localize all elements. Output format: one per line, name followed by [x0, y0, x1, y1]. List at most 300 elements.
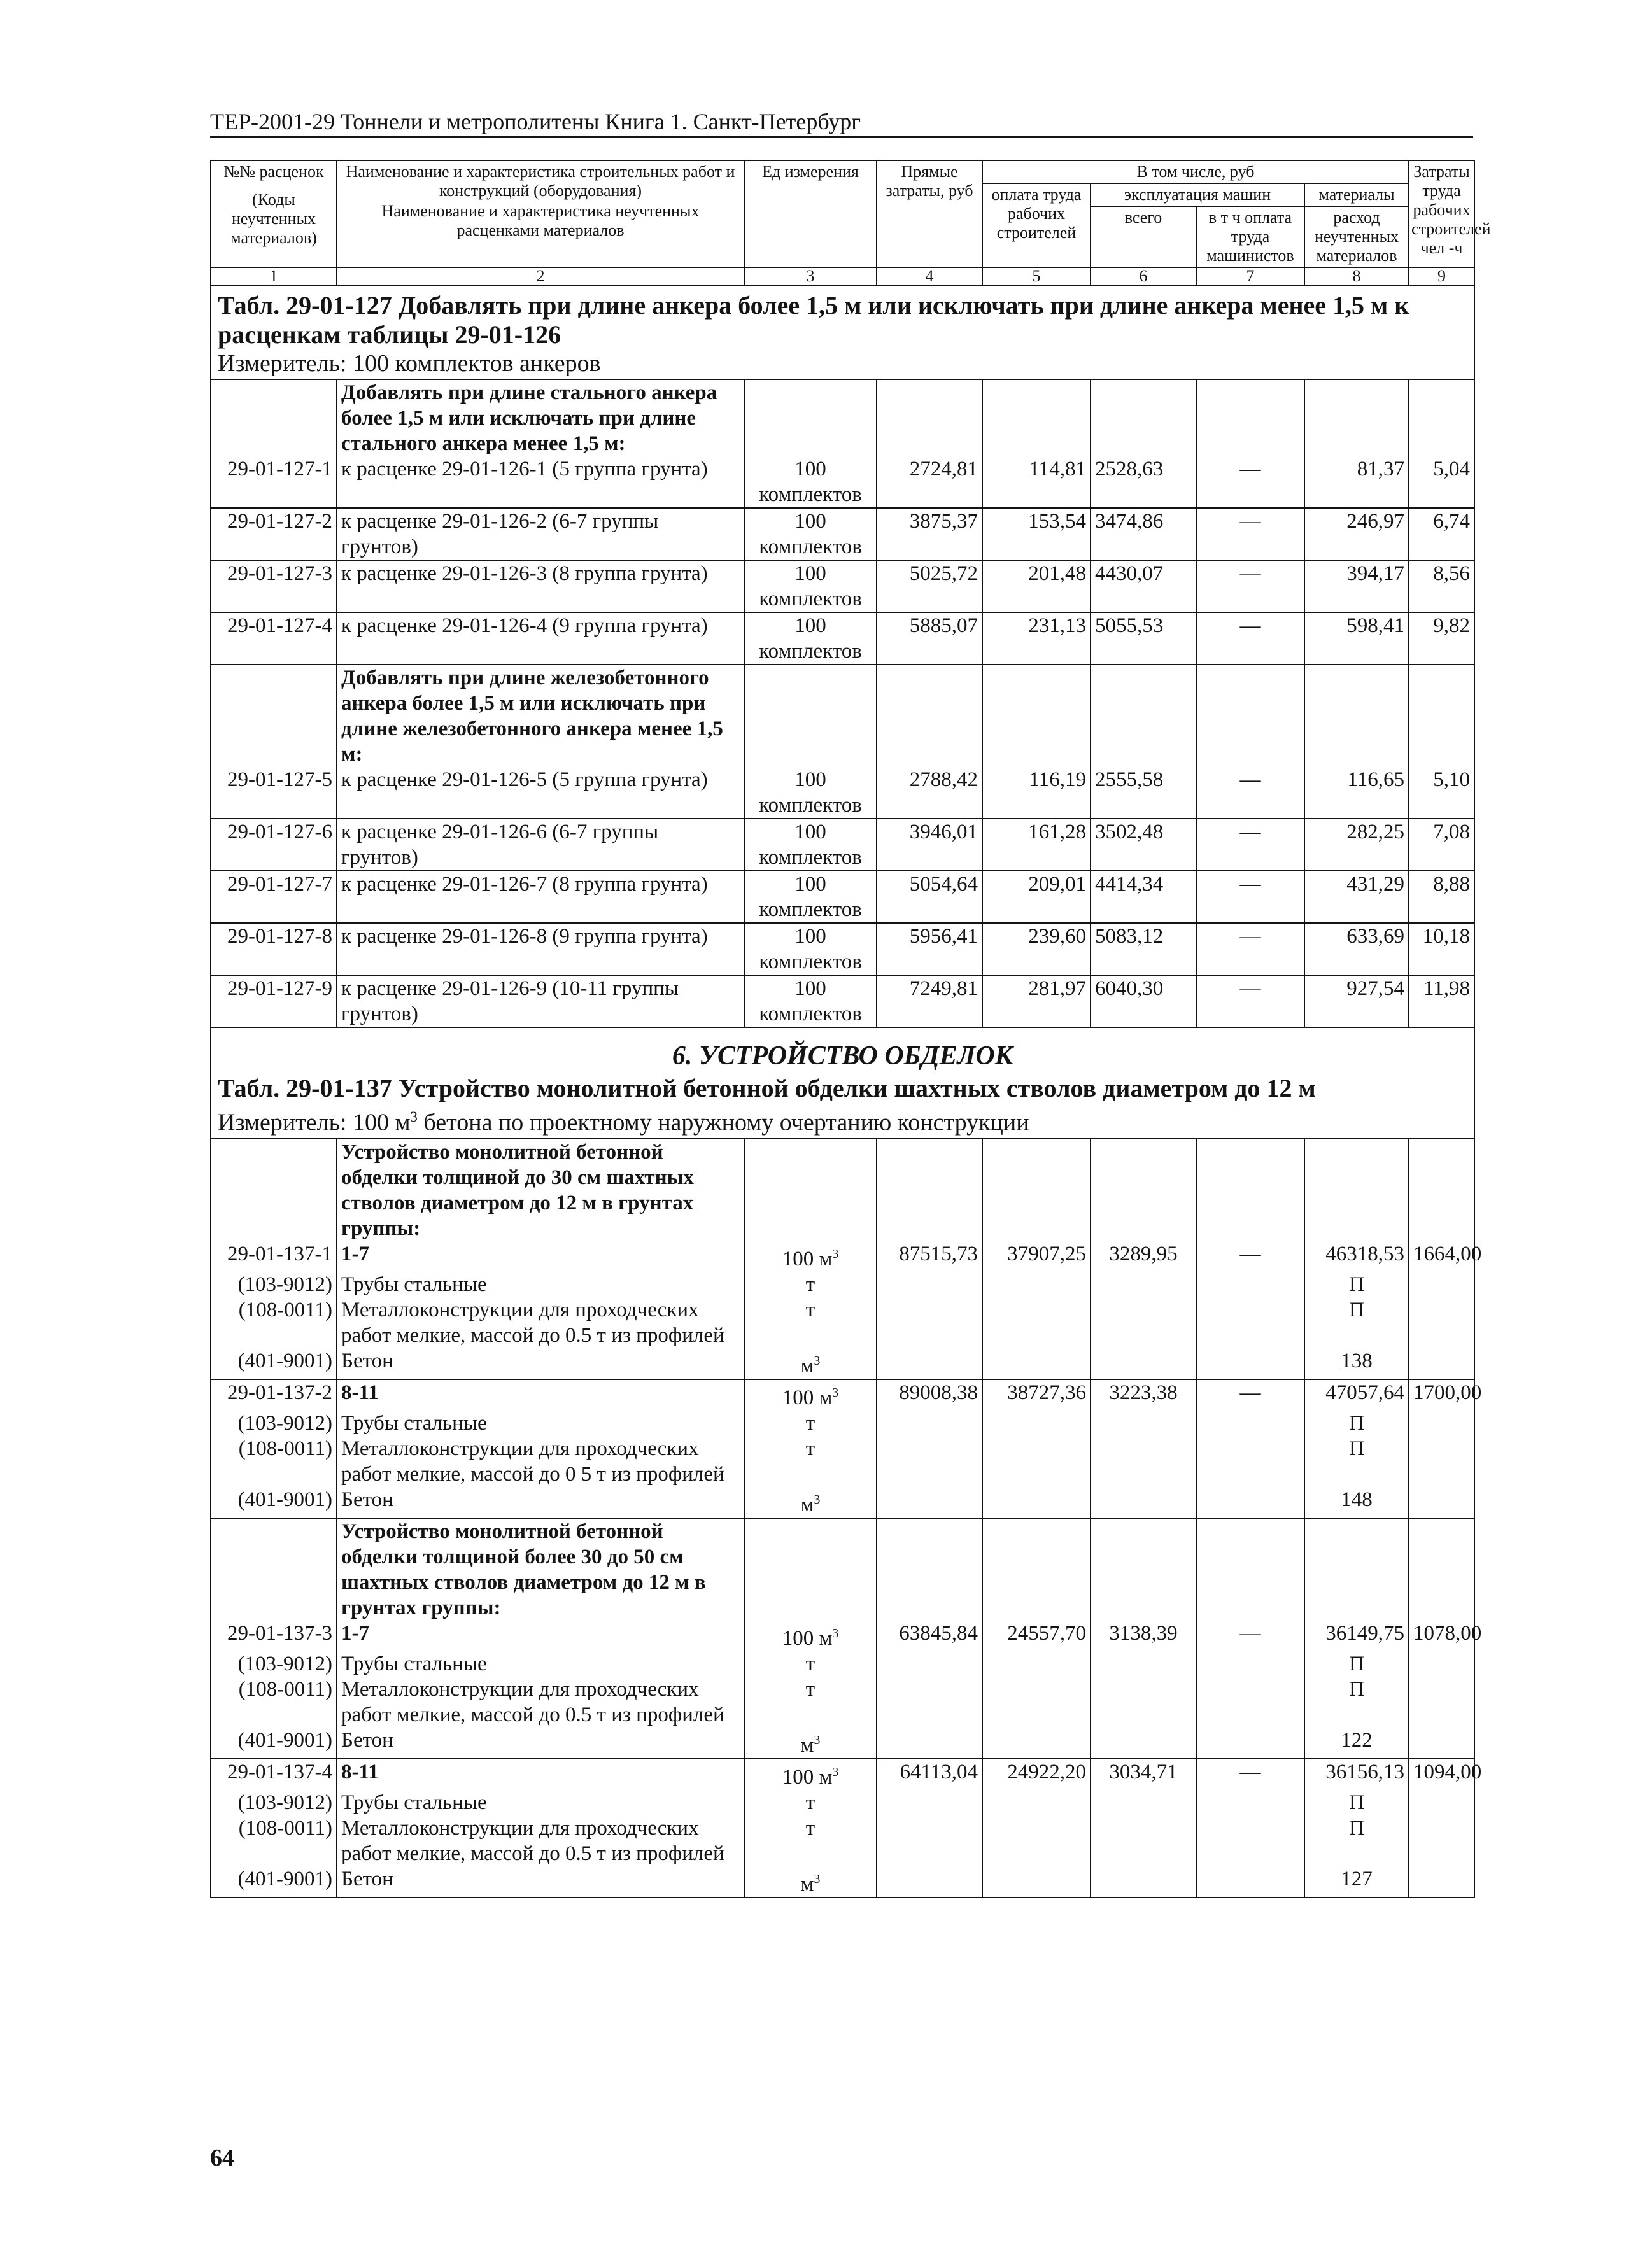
mach-labor-cell: —: [1196, 975, 1304, 1027]
unit-cell: 100 комплектов: [744, 560, 877, 612]
column-numbers: [211, 267, 1474, 285]
material-code-cell: (108-0011): [211, 1677, 337, 1728]
mach-cell: [1091, 1728, 1196, 1759]
mat-cell: П: [1304, 1297, 1409, 1348]
mat-cell: 148: [1304, 1487, 1409, 1518]
code-cell: 29-01-137-1: [211, 1241, 337, 1272]
direct-cell: [877, 1297, 982, 1348]
unit-cell: т: [744, 1411, 877, 1436]
code-cell: [211, 379, 337, 456]
unit-cell: т: [744, 1297, 877, 1348]
col-number: 3: [744, 267, 877, 285]
table-meter: Измеритель: 100 $м^3$ бетона по проектному наружному очертанию конструкции: [218, 1109, 1029, 1136]
mach-cell: 5083,12: [1091, 923, 1196, 975]
table-row: [211, 612, 1474, 665]
mat-cell: 36149,75: [1304, 1621, 1409, 1651]
table-row: [211, 871, 1474, 923]
unit-cell: [744, 1518, 877, 1621]
direct-cell: 89008,38: [877, 1379, 982, 1411]
material-row: [211, 1411, 1474, 1436]
direct-cell: 63845,84: [877, 1621, 982, 1651]
mach-cell: 3289,95: [1091, 1241, 1196, 1272]
hours-cell: [1409, 1728, 1474, 1759]
mach-labor-cell: —: [1196, 508, 1304, 560]
code-cell: 29-01-127-9: [211, 975, 337, 1027]
unit-cell: 100 $м^3$: [744, 1759, 877, 1790]
unit-cell: 100 комплектов: [744, 975, 877, 1027]
material-name-cell: Трубы стальные: [337, 1411, 744, 1436]
labor-cell: [982, 379, 1091, 456]
hours-cell: 1094,00: [1409, 1759, 1474, 1790]
table-row: [211, 923, 1474, 975]
labor-cell: 231,13: [982, 612, 1091, 665]
hours-cell: [1409, 1139, 1474, 1241]
name-cell: 8-11: [337, 1379, 744, 1411]
name-cell: к расценке 29-01-126-5 (5 группа грунта): [337, 767, 744, 819]
material-name-cell: Металлоконструкции для проходческих работ мелкие, массой до 0.5 т из профилей: [337, 1815, 744, 1866]
labor-cell: [982, 1677, 1091, 1728]
group-heading-row: [211, 1518, 1474, 1621]
table-row: [211, 975, 1474, 1027]
hours-cell: 9,82: [1409, 612, 1474, 665]
table-row: [211, 560, 1474, 612]
labor-cell: [982, 1411, 1091, 1436]
name-cell: к расценке 29-01-126-9 (10-11 группы грунтов): [337, 975, 744, 1027]
direct-cell: 5956,41: [877, 923, 982, 975]
material-name-cell: Бетон: [337, 1728, 744, 1759]
mach-cell: 3034,71: [1091, 1759, 1196, 1790]
material-code-cell: (108-0011): [211, 1436, 337, 1487]
name-cell: к расценке 29-01-126-3 (8 группа грунта): [337, 560, 744, 612]
code-cell: 29-01-137-3: [211, 1621, 337, 1651]
labor-cell: 116,19: [982, 767, 1091, 819]
mach-labor-cell: —: [1196, 1241, 1304, 1272]
table-row: [211, 1379, 1474, 1411]
mach-labor-cell: [1196, 1411, 1304, 1436]
mach-cell: 3223,38: [1091, 1379, 1196, 1411]
col-number: 7: [1196, 267, 1304, 285]
mach-labor-cell: —: [1196, 560, 1304, 612]
material-code-cell: (103-9012): [211, 1790, 337, 1815]
mach-cell: [1091, 379, 1196, 456]
mach-cell: 4414,34: [1091, 871, 1196, 923]
col-number: 5: [982, 267, 1091, 285]
unit-cell: 100 комплектов: [744, 508, 877, 560]
mach-cell: [1091, 1297, 1196, 1348]
direct-cell: 5885,07: [877, 612, 982, 665]
direct-cell: [877, 1677, 982, 1728]
mat-cell: 122: [1304, 1728, 1409, 1759]
group-heading: Добавлять при длине стального анкера более 1,5 м или исключать при длине стального анкера менее 1,5 м:: [337, 379, 744, 456]
mach-cell: 6040,30: [1091, 975, 1196, 1027]
col-number: 2: [337, 267, 744, 285]
mach-labor-cell: [1196, 665, 1304, 767]
col-code-header: №№ расценок (Коды неучтенных материалов): [211, 160, 337, 267]
mach-cell: [1091, 1677, 1196, 1728]
mach-labor-cell: —: [1196, 1759, 1304, 1790]
code-cell: 29-01-137-4: [211, 1759, 337, 1790]
material-name-cell: Бетон: [337, 1348, 744, 1379]
mat-cell: [1304, 1518, 1409, 1621]
unit-cell: 100 комплектов: [744, 612, 877, 665]
hours-cell: [1409, 1487, 1474, 1518]
col-number: 9: [1409, 267, 1474, 285]
labor-cell: [982, 1436, 1091, 1487]
mat-cell: 47057,64: [1304, 1379, 1409, 1411]
material-row: [211, 1348, 1474, 1379]
hours-cell: [1409, 1297, 1474, 1348]
unit-cell: $м^3$: [744, 1348, 877, 1379]
unit-cell: т: [744, 1790, 877, 1815]
hours-cell: 6,74: [1409, 508, 1474, 560]
hours-cell: [1409, 1866, 1474, 1898]
unit-cell: т: [744, 1815, 877, 1866]
material-code-cell: (108-0011): [211, 1815, 337, 1866]
mat-cell: 633,69: [1304, 923, 1409, 975]
unit-cell: $м^3$: [744, 1866, 877, 1898]
labor-cell: [982, 1487, 1091, 1518]
material-name-cell: Металлоконструкции для проходческих работ мелкие, массой до 0 5 т из профилей: [337, 1436, 744, 1487]
group-heading-row: [211, 379, 1474, 456]
mat-cell: 598,41: [1304, 612, 1409, 665]
mat-cell: П: [1304, 1815, 1409, 1866]
unit-cell: 100 $м^3$: [744, 1621, 877, 1651]
mat-cell: 394,17: [1304, 560, 1409, 612]
hours-cell: [1409, 379, 1474, 456]
table-title: Табл. 29-01-137 Устройство монолитной бетонной обделки шахтных стволов диаметром до 12 м: [218, 1074, 1316, 1102]
direct-cell: [877, 1790, 982, 1815]
group-heading: Устройство монолитной бетонной обделки толщиной более 30 до 50 см шахтных стволов диаметром до 12 м в грунтах группы:: [337, 1518, 744, 1621]
direct-cell: 5025,72: [877, 560, 982, 612]
mach-labor-cell: [1196, 1651, 1304, 1677]
mach-labor-cell: —: [1196, 456, 1304, 508]
name-cell: 1-7: [337, 1621, 744, 1651]
hours-cell: 5,10: [1409, 767, 1474, 819]
mat-cell: П: [1304, 1411, 1409, 1436]
labor-cell: 24922,20: [982, 1759, 1091, 1790]
name-cell: к расценке 29-01-126-4 (9 группа грунта): [337, 612, 744, 665]
mach-cell: [1091, 665, 1196, 767]
hours-cell: 10,18: [1409, 923, 1474, 975]
unit-cell: [744, 665, 877, 767]
unit-cell: т: [744, 1677, 877, 1728]
col-mach-header: всего: [1091, 206, 1196, 267]
mach-labor-cell: [1196, 1518, 1304, 1621]
material-row: [211, 1790, 1474, 1815]
mat-cell: 81,37: [1304, 456, 1409, 508]
direct-cell: [877, 1815, 982, 1866]
mat-cell: 138: [1304, 1348, 1409, 1379]
mat-cell: П: [1304, 1272, 1409, 1297]
material-name-cell: Металлоконструкции для проходческих работ мелкие, массой до 0.5 т из профилей: [337, 1677, 744, 1728]
mach-labor-cell: [1196, 1677, 1304, 1728]
col-number: 1: [211, 267, 337, 285]
direct-cell: [877, 1518, 982, 1621]
mat-cell: 127: [1304, 1866, 1409, 1898]
labor-cell: [982, 1139, 1091, 1241]
direct-cell: 3875,37: [877, 508, 982, 560]
mach-cell: [1091, 1651, 1196, 1677]
material-code-cell: (401-9001): [211, 1866, 337, 1898]
labor-cell: [982, 1297, 1091, 1348]
material-code-cell: (401-9001): [211, 1728, 337, 1759]
labor-cell: 24557,70: [982, 1621, 1091, 1651]
material-code-cell: (103-9012): [211, 1272, 337, 1297]
mat-cell: П: [1304, 1790, 1409, 1815]
direct-cell: 64113,04: [877, 1759, 982, 1790]
table-row: [211, 1759, 1474, 1790]
unit-cell: [744, 1139, 877, 1241]
mach-cell: 3138,39: [1091, 1621, 1196, 1651]
unit-cell: т: [744, 1272, 877, 1297]
mach-cell: [1091, 1518, 1196, 1621]
mach-cell: 2555,58: [1091, 767, 1196, 819]
unit-cell: т: [744, 1436, 877, 1487]
hours-cell: 5,04: [1409, 456, 1474, 508]
labor-cell: 281,97: [982, 975, 1091, 1027]
mach-cell: 4430,07: [1091, 560, 1196, 612]
unit-cell: 100 комплектов: [744, 456, 877, 508]
material-row: [211, 1487, 1474, 1518]
material-row: [211, 1866, 1474, 1898]
code-cell: [211, 665, 337, 767]
direct-cell: [877, 1348, 982, 1379]
hours-cell: 11,98: [1409, 975, 1474, 1027]
mach-cell: [1091, 1866, 1196, 1898]
mach-labor-cell: [1196, 379, 1304, 456]
material-row: [211, 1436, 1474, 1487]
direct-cell: [877, 665, 982, 767]
labor-cell: [982, 1790, 1091, 1815]
direct-cell: 87515,73: [877, 1241, 982, 1272]
labor-cell: 239,60: [982, 923, 1091, 975]
direct-cell: [877, 1411, 982, 1436]
mach-labor-cell: —: [1196, 871, 1304, 923]
mat-cell: П: [1304, 1436, 1409, 1487]
table-title: Табл. 29-01-127 Добавлять при длине анкера более 1,5 м или исключать при длине анкера менее 1,5 м к расценкам таблицы 29-01-126: [218, 291, 1409, 349]
col-hours-header: Затраты труда рабочих строителей чел -ч: [1409, 160, 1474, 267]
name-cell: к расценке 29-01-126-2 (6-7 группы грунтов): [337, 508, 744, 560]
material-name-cell: Трубы стальные: [337, 1651, 744, 1677]
unit-cell: 100 комплектов: [744, 871, 877, 923]
group-heading-row: [211, 665, 1474, 767]
hours-cell: [1409, 1790, 1474, 1815]
mach-labor-cell: —: [1196, 1621, 1304, 1651]
running-header: ТЕР-2001-29 Тоннели и метрополитены Книга 1. Санкт-Петербург: [210, 107, 1473, 138]
group-heading: Добавлять при длине железобетонного анкера более 1,5 м или исключать при длине железобетонного анкера менее 1,5 м:: [337, 665, 744, 767]
mach-cell: [1091, 1348, 1196, 1379]
material-row: [211, 1815, 1474, 1866]
hours-cell: [1409, 1436, 1474, 1487]
col-labor-header: оплата труда рабочих строителей: [982, 183, 1091, 267]
direct-cell: [877, 1866, 982, 1898]
col-number: 6: [1091, 267, 1196, 285]
mach-cell: 3502,48: [1091, 819, 1196, 871]
unit-cell: [744, 379, 877, 456]
material-row: [211, 1651, 1474, 1677]
section-title: 6. УСТРОЙСТВО ОБДЕЛОК: [672, 1041, 1013, 1071]
material-code-cell: (108-0011): [211, 1297, 337, 1348]
table-row: [211, 1241, 1474, 1272]
mat-cell: 46318,53: [1304, 1241, 1409, 1272]
hours-cell: [1409, 1815, 1474, 1866]
material-code-cell: (103-9012): [211, 1411, 337, 1436]
labor-cell: 209,01: [982, 871, 1091, 923]
mach-cell: [1091, 1487, 1196, 1518]
code-cell: 29-01-137-2: [211, 1379, 337, 1411]
labor-cell: [982, 1651, 1091, 1677]
col-unit-header: Ед измерения: [744, 160, 877, 267]
name-cell: 1-7: [337, 1241, 744, 1272]
hours-cell: 1078,00: [1409, 1621, 1474, 1651]
mach-labor-cell: [1196, 1790, 1304, 1815]
mach-labor-cell: —: [1196, 923, 1304, 975]
mach-cell: 5055,53: [1091, 612, 1196, 665]
mach-labor-cell: [1196, 1139, 1304, 1241]
material-name-cell: Трубы стальные: [337, 1272, 744, 1297]
labor-cell: 37907,25: [982, 1241, 1091, 1272]
code-cell: 29-01-127-1: [211, 456, 337, 508]
material-row: [211, 1297, 1474, 1348]
mach-labor-cell: —: [1196, 1379, 1304, 1411]
mat-cell: 246,97: [1304, 508, 1409, 560]
mach-labor-cell: [1196, 1487, 1304, 1518]
labor-cell: 201,48: [982, 560, 1091, 612]
table-row: [211, 508, 1474, 560]
mach-labor-cell: [1196, 1348, 1304, 1379]
table-137-body: [211, 1139, 1482, 1898]
code-cell: 29-01-127-8: [211, 923, 337, 975]
labor-cell: 153,54: [982, 508, 1091, 560]
mach-labor-cell: [1196, 1815, 1304, 1866]
col-number: 4: [877, 267, 982, 285]
mach-labor-cell: —: [1196, 819, 1304, 871]
mach-labor-cell: [1196, 1436, 1304, 1487]
labor-cell: [982, 1728, 1091, 1759]
labor-cell: [982, 1866, 1091, 1898]
page-number: 64: [210, 2145, 234, 2171]
hours-cell: 8,88: [1409, 871, 1474, 923]
col-name-header: Наименование и характеристика строительных работ и конструкций (оборудования) Наименование и характеристика неучтенных расценками материалов: [337, 160, 744, 267]
col-mat-header: расход неучтенных материалов: [1304, 206, 1409, 267]
col-mach-labor-header: в т ч оплата труда машинистов: [1196, 206, 1304, 267]
direct-cell: [877, 1651, 982, 1677]
material-code-cell: (401-9001): [211, 1487, 337, 1518]
mach-labor-cell: [1196, 1728, 1304, 1759]
material-name-cell: Металлоконструкции для проходческих работ мелкие, массой до 0.5 т из профилей: [337, 1297, 744, 1348]
table-header: [211, 160, 1474, 183]
unit-cell: $м^3$: [744, 1487, 877, 1518]
table-row: [211, 1621, 1474, 1651]
labor-cell: 38727,36: [982, 1379, 1091, 1411]
direct-cell: [877, 1728, 982, 1759]
hours-cell: 1664,00: [1409, 1241, 1474, 1272]
mat-cell: [1304, 665, 1409, 767]
material-name-cell: Трубы стальные: [337, 1790, 744, 1815]
mat-cell: 36156,13: [1304, 1759, 1409, 1790]
unit-cell: т: [744, 1651, 877, 1677]
mat-cell: [1304, 1139, 1409, 1241]
mat-cell: 927,54: [1304, 975, 1409, 1027]
rates-table: [210, 160, 1491, 1898]
labor-cell: [982, 665, 1091, 767]
direct-cell: [877, 1139, 982, 1241]
material-code-cell: (103-9012): [211, 1651, 337, 1677]
mat-cell: 282,25: [1304, 819, 1409, 871]
material-row: [211, 1272, 1474, 1297]
code-cell: [211, 1518, 337, 1621]
labor-cell: 114,81: [982, 456, 1091, 508]
code-cell: 29-01-127-5: [211, 767, 337, 819]
mat-cell: П: [1304, 1677, 1409, 1728]
direct-cell: 2788,42: [877, 767, 982, 819]
code-cell: [211, 1139, 337, 1241]
material-code-cell: (401-9001): [211, 1348, 337, 1379]
direct-cell: 5054,64: [877, 871, 982, 923]
mach-cell: [1091, 1272, 1196, 1297]
mat-cell: [1304, 379, 1409, 456]
name-cell: к расценке 29-01-126-7 (8 группа грунта): [337, 871, 744, 923]
code-cell: 29-01-127-2: [211, 508, 337, 560]
code-cell: 29-01-127-6: [211, 819, 337, 871]
direct-cell: 2724,81: [877, 456, 982, 508]
direct-cell: 3946,01: [877, 819, 982, 871]
mach-cell: [1091, 1790, 1196, 1815]
hours-cell: [1409, 1348, 1474, 1379]
name-cell: к расценке 29-01-126-1 (5 группа грунта): [337, 456, 744, 508]
hours-cell: [1409, 1272, 1474, 1297]
labor-cell: [982, 1815, 1091, 1866]
direct-cell: [877, 379, 982, 456]
hours-cell: 1700,00: [1409, 1379, 1474, 1411]
direct-cell: [877, 1272, 982, 1297]
labor-cell: [982, 1272, 1091, 1297]
material-row: [211, 1677, 1474, 1728]
table-title-row: [211, 285, 1474, 379]
mach-cell: [1091, 1815, 1196, 1866]
section-title-row: [211, 1027, 1474, 1139]
direct-cell: [877, 1436, 982, 1487]
mat-cell: 116,65: [1304, 767, 1409, 819]
mach-labor-cell: —: [1196, 767, 1304, 819]
mach-labor-cell: [1196, 1297, 1304, 1348]
mach-labor-cell: [1196, 1272, 1304, 1297]
table-127-body: [211, 379, 1474, 1027]
col-number: 8: [1304, 267, 1409, 285]
mat-cell: 431,29: [1304, 871, 1409, 923]
hours-cell: [1409, 1677, 1474, 1728]
hours-cell: [1409, 665, 1474, 767]
code-cell: 29-01-127-3: [211, 560, 337, 612]
mach-labor-cell: —: [1196, 612, 1304, 665]
group-heading: Устройство монолитной бетонной обделки толщиной до 30 см шахтных стволов диаметром до 12 м в грунтах группы:: [337, 1139, 744, 1241]
unit-cell: 100 $м^3$: [744, 1241, 877, 1272]
mat-cell: П: [1304, 1651, 1409, 1677]
material-name-cell: Бетон: [337, 1866, 744, 1898]
table-meter: Измеритель: 100 комплектов анкеров: [218, 350, 601, 377]
col-mat-group-header: материалы: [1304, 183, 1409, 206]
hours-cell: [1409, 1518, 1474, 1621]
col-incl-header: В том числе, руб: [982, 160, 1409, 183]
mach-cell: [1091, 1139, 1196, 1241]
labor-cell: [982, 1348, 1091, 1379]
code-cell: 29-01-127-7: [211, 871, 337, 923]
col-mach-group-header: эксплуатация машин: [1091, 183, 1304, 206]
mach-labor-cell: [1196, 1866, 1304, 1898]
mach-cell: 3474,86: [1091, 508, 1196, 560]
unit-cell: $м^3$: [744, 1728, 877, 1759]
direct-cell: 7249,81: [877, 975, 982, 1027]
